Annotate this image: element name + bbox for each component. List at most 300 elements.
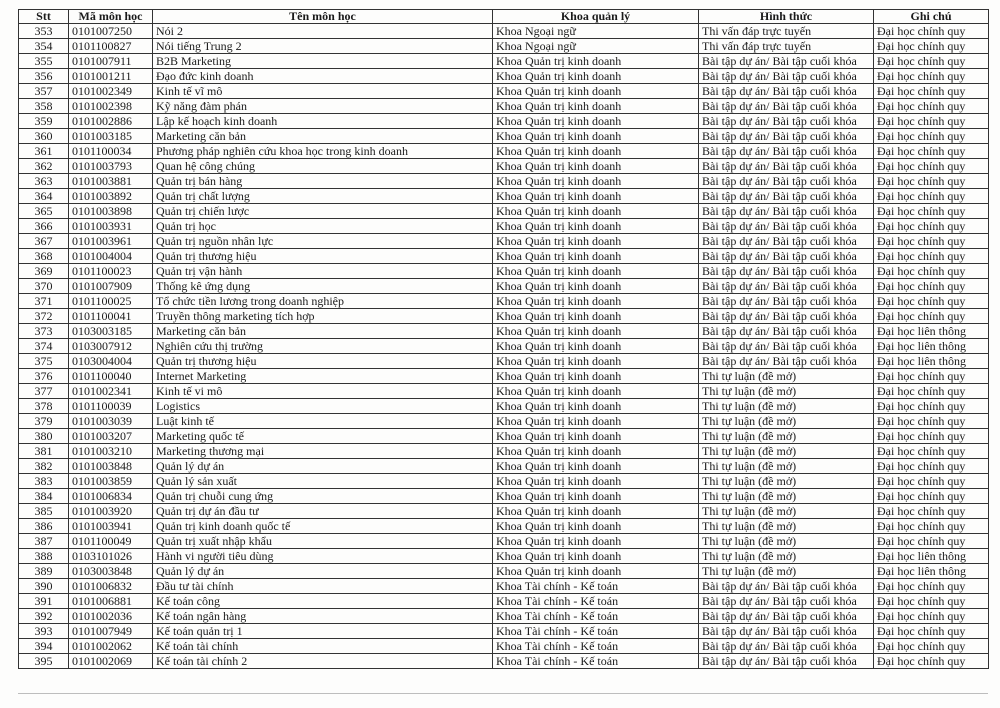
cell-stt: 385 bbox=[19, 504, 69, 519]
cell-stt: 358 bbox=[19, 99, 69, 114]
table-row bbox=[19, 324, 989, 339]
table-row bbox=[19, 189, 989, 204]
cell-course-code: 0101003207 bbox=[69, 429, 153, 444]
table-row bbox=[19, 294, 989, 309]
cell-note: Đại học chính quy bbox=[874, 489, 989, 504]
table-row bbox=[19, 24, 989, 39]
cell-stt: 361 bbox=[19, 144, 69, 159]
table-row bbox=[19, 429, 989, 444]
cell-course-name: B2B Marketing bbox=[153, 54, 493, 69]
cell-managing-faculty: Khoa Quản trị kinh doanh bbox=[493, 84, 699, 99]
cell-course-code: 0101003961 bbox=[69, 234, 153, 249]
cell-managing-faculty: Khoa Quản trị kinh doanh bbox=[493, 279, 699, 294]
cell-course-name: Đầu tư tài chính bbox=[153, 579, 493, 594]
cell-stt: 388 bbox=[19, 549, 69, 564]
cell-course-code: 0101100040 bbox=[69, 369, 153, 384]
cell-course-name: Phương pháp nghiên cứu khoa học trong kinh doanh bbox=[153, 144, 493, 159]
table-row bbox=[19, 624, 989, 639]
cell-note: Đại học chính quy bbox=[874, 24, 989, 39]
cell-course-code: 0101002349 bbox=[69, 84, 153, 99]
cell-course-name: Nói 2 bbox=[153, 24, 493, 39]
cell-course-name: Quản trị nguồn nhân lực bbox=[153, 234, 493, 249]
cell-stt: 365 bbox=[19, 204, 69, 219]
header-course-name: Tên môn học bbox=[153, 10, 493, 24]
cell-course-code: 0101007911 bbox=[69, 54, 153, 69]
cell-managing-faculty: Khoa Quản trị kinh doanh bbox=[493, 504, 699, 519]
cell-course-code: 0101003931 bbox=[69, 219, 153, 234]
cell-note: Đại học chính quy bbox=[874, 609, 989, 624]
table-row bbox=[19, 489, 989, 504]
cell-managing-faculty: Khoa Quản trị kinh doanh bbox=[493, 309, 699, 324]
cell-exam-format: Bài tập dự án/ Bài tập cuối khóa bbox=[699, 69, 874, 84]
cell-stt: 368 bbox=[19, 249, 69, 264]
cell-note: Đại học chính quy bbox=[874, 444, 989, 459]
cell-course-name: Tổ chức tiền lương trong doanh nghiệp bbox=[153, 294, 493, 309]
cell-course-name: Quản trị thương hiệu bbox=[153, 249, 493, 264]
cell-course-name: Luật kinh tế bbox=[153, 414, 493, 429]
cell-exam-format: Thi tự luận (đề mở) bbox=[699, 519, 874, 534]
table-row bbox=[19, 54, 989, 69]
cell-course-code: 0101007909 bbox=[69, 279, 153, 294]
cell-managing-faculty: Khoa Tài chính - Kế toán bbox=[493, 609, 699, 624]
cell-exam-format: Bài tập dự án/ Bài tập cuối khóa bbox=[699, 159, 874, 174]
cell-stt: 380 bbox=[19, 429, 69, 444]
cell-exam-format: Bài tập dự án/ Bài tập cuối khóa bbox=[699, 639, 874, 654]
cell-managing-faculty: Khoa Quản trị kinh doanh bbox=[493, 159, 699, 174]
cell-exam-format: Bài tập dự án/ Bài tập cuối khóa bbox=[699, 354, 874, 369]
table-row bbox=[19, 354, 989, 369]
cell-managing-faculty: Khoa Quản trị kinh doanh bbox=[493, 204, 699, 219]
cell-note: Đại học chính quy bbox=[874, 129, 989, 144]
cell-course-code: 0103003848 bbox=[69, 564, 153, 579]
cell-managing-faculty: Khoa Quản trị kinh doanh bbox=[493, 69, 699, 84]
cell-note: Đại học chính quy bbox=[874, 399, 989, 414]
cell-stt: 364 bbox=[19, 189, 69, 204]
cell-note: Đại học chính quy bbox=[874, 264, 989, 279]
cell-course-name: Quản trị vận hành bbox=[153, 264, 493, 279]
cell-course-code: 0103101026 bbox=[69, 549, 153, 564]
cell-course-code: 0101004004 bbox=[69, 249, 153, 264]
cell-managing-faculty: Khoa Quản trị kinh doanh bbox=[493, 54, 699, 69]
cell-exam-format: Thi tự luận (đề mở) bbox=[699, 504, 874, 519]
cell-stt: 381 bbox=[19, 444, 69, 459]
cell-managing-faculty: Khoa Quản trị kinh doanh bbox=[493, 174, 699, 189]
cell-exam-format: Bài tập dự án/ Bài tập cuối khóa bbox=[699, 309, 874, 324]
table-row bbox=[19, 234, 989, 249]
cell-stt: 382 bbox=[19, 459, 69, 474]
cell-course-code: 0101007250 bbox=[69, 24, 153, 39]
cell-managing-faculty: Khoa Quản trị kinh doanh bbox=[493, 549, 699, 564]
cell-stt: 390 bbox=[19, 579, 69, 594]
cell-course-code: 0101002886 bbox=[69, 114, 153, 129]
cell-exam-format: Bài tập dự án/ Bài tập cuối khóa bbox=[699, 279, 874, 294]
cell-exam-format: Bài tập dự án/ Bài tập cuối khóa bbox=[699, 234, 874, 249]
cell-course-name: Quản lý sản xuất bbox=[153, 474, 493, 489]
cell-stt: 359 bbox=[19, 114, 69, 129]
cell-exam-format: Bài tập dự án/ Bài tập cuối khóa bbox=[699, 144, 874, 159]
cell-stt: 354 bbox=[19, 39, 69, 54]
cell-course-code: 0101002341 bbox=[69, 384, 153, 399]
cell-course-name: Lập kế hoạch kinh doanh bbox=[153, 114, 493, 129]
cell-note: Đại học chính quy bbox=[874, 504, 989, 519]
cell-course-name: Kế toán quản trị 1 bbox=[153, 624, 493, 639]
cell-stt: 362 bbox=[19, 159, 69, 174]
table-row bbox=[19, 534, 989, 549]
cell-exam-format: Thi tự luận (đề mở) bbox=[699, 474, 874, 489]
cell-course-name: Kế toán ngân hàng bbox=[153, 609, 493, 624]
cell-exam-format: Thi tự luận (đề mở) bbox=[699, 429, 874, 444]
cell-note: Đại học chính quy bbox=[874, 519, 989, 534]
cell-note: Đại học chính quy bbox=[874, 114, 989, 129]
cell-course-code: 0101003920 bbox=[69, 504, 153, 519]
cell-managing-faculty: Khoa Quản trị kinh doanh bbox=[493, 564, 699, 579]
cell-stt: 389 bbox=[19, 564, 69, 579]
cell-course-name: Nói tiếng Trung 2 bbox=[153, 39, 493, 54]
cell-course-code: 0101006881 bbox=[69, 594, 153, 609]
cell-course-name: Marketing thương mại bbox=[153, 444, 493, 459]
table-row bbox=[19, 204, 989, 219]
cell-course-code: 0101003859 bbox=[69, 474, 153, 489]
cell-managing-faculty: Khoa Quản trị kinh doanh bbox=[493, 324, 699, 339]
cell-exam-format: Bài tập dự án/ Bài tập cuối khóa bbox=[699, 324, 874, 339]
cell-exam-format: Thi vấn đáp trực tuyến bbox=[699, 24, 874, 39]
cell-managing-faculty: Khoa Quản trị kinh doanh bbox=[493, 144, 699, 159]
cell-course-code: 0101001211 bbox=[69, 69, 153, 84]
table-row bbox=[19, 129, 989, 144]
cell-course-name: Quan hệ công chúng bbox=[153, 159, 493, 174]
cell-stt: 391 bbox=[19, 594, 69, 609]
cell-exam-format: Thi tự luận (đề mở) bbox=[699, 399, 874, 414]
cell-course-name: Kinh tế vi mô bbox=[153, 384, 493, 399]
cell-stt: 370 bbox=[19, 279, 69, 294]
cell-note: Đại học chính quy bbox=[874, 174, 989, 189]
cell-course-name: Kế toán tài chính 2 bbox=[153, 654, 493, 669]
table-row bbox=[19, 474, 989, 489]
table-row bbox=[19, 69, 989, 84]
cell-stt: 355 bbox=[19, 54, 69, 69]
cell-exam-format: Thi tự luận (đề mở) bbox=[699, 489, 874, 504]
cell-course-code: 0101002398 bbox=[69, 99, 153, 114]
cell-stt: 367 bbox=[19, 234, 69, 249]
table-row bbox=[19, 369, 989, 384]
cell-course-name: Quản trị thương hiệu bbox=[153, 354, 493, 369]
cell-course-name: Quản trị chiến lược bbox=[153, 204, 493, 219]
cell-note: Đại học chính quy bbox=[874, 429, 989, 444]
cell-exam-format: Bài tập dự án/ Bài tập cuối khóa bbox=[699, 624, 874, 639]
table-row bbox=[19, 249, 989, 264]
cell-exam-format: Bài tập dự án/ Bài tập cuối khóa bbox=[699, 54, 874, 69]
cell-stt: 353 bbox=[19, 24, 69, 39]
cell-stt: 360 bbox=[19, 129, 69, 144]
cell-course-code: 0101100025 bbox=[69, 294, 153, 309]
cell-note: Đại học liên thông bbox=[874, 549, 989, 564]
cell-stt: 386 bbox=[19, 519, 69, 534]
cell-note: Đại học chính quy bbox=[874, 474, 989, 489]
cell-course-name: Quản trị kinh doanh quốc tế bbox=[153, 519, 493, 534]
cell-exam-format: Bài tập dự án/ Bài tập cuối khóa bbox=[699, 114, 874, 129]
cell-stt: 378 bbox=[19, 399, 69, 414]
cell-course-code: 0101002036 bbox=[69, 609, 153, 624]
cell-managing-faculty: Khoa Quản trị kinh doanh bbox=[493, 339, 699, 354]
table-row bbox=[19, 114, 989, 129]
cell-note: Đại học chính quy bbox=[874, 84, 989, 99]
cell-stt: 356 bbox=[19, 69, 69, 84]
cell-course-code: 0101100023 bbox=[69, 264, 153, 279]
cell-note: Đại học chính quy bbox=[874, 459, 989, 474]
cell-course-code: 0101100827 bbox=[69, 39, 153, 54]
cell-managing-faculty: Khoa Ngoại ngữ bbox=[493, 39, 699, 54]
cell-course-name: Marketing căn bản bbox=[153, 324, 493, 339]
cell-managing-faculty: Khoa Quản trị kinh doanh bbox=[493, 444, 699, 459]
cell-stt: 387 bbox=[19, 534, 69, 549]
cell-note: Đại học liên thông bbox=[874, 564, 989, 579]
table-row bbox=[19, 549, 989, 564]
cell-course-code: 0103003185 bbox=[69, 324, 153, 339]
cell-stt: 372 bbox=[19, 309, 69, 324]
cell-course-name: Hành vi người tiêu dùng bbox=[153, 549, 493, 564]
cell-managing-faculty: Khoa Quản trị kinh doanh bbox=[493, 534, 699, 549]
cell-managing-faculty: Khoa Quản trị kinh doanh bbox=[493, 234, 699, 249]
cell-exam-format: Bài tập dự án/ Bài tập cuối khóa bbox=[699, 609, 874, 624]
cell-note: Đại học chính quy bbox=[874, 99, 989, 114]
cell-note: Đại học chính quy bbox=[874, 414, 989, 429]
cell-note: Đại học chính quy bbox=[874, 594, 989, 609]
cell-note: Đại học chính quy bbox=[874, 309, 989, 324]
cell-course-code: 0101003898 bbox=[69, 204, 153, 219]
cell-stt: 373 bbox=[19, 324, 69, 339]
cell-managing-faculty: Khoa Quản trị kinh doanh bbox=[493, 99, 699, 114]
table-row bbox=[19, 99, 989, 114]
cell-note: Đại học chính quy bbox=[874, 39, 989, 54]
cell-course-code: 0103004004 bbox=[69, 354, 153, 369]
cell-note: Đại học chính quy bbox=[874, 579, 989, 594]
cell-managing-faculty: Khoa Ngoại ngữ bbox=[493, 24, 699, 39]
table-row bbox=[19, 309, 989, 324]
cell-note: Đại học chính quy bbox=[874, 294, 989, 309]
cell-exam-format: Thi tự luận (đề mở) bbox=[699, 459, 874, 474]
table-row bbox=[19, 384, 989, 399]
cell-exam-format: Bài tập dự án/ Bài tập cuối khóa bbox=[699, 174, 874, 189]
cell-note: Đại học chính quy bbox=[874, 234, 989, 249]
cell-stt: 375 bbox=[19, 354, 69, 369]
cell-stt: 374 bbox=[19, 339, 69, 354]
cell-exam-format: Bài tập dự án/ Bài tập cuối khóa bbox=[699, 654, 874, 669]
page-bottom-rule bbox=[18, 693, 988, 694]
cell-managing-faculty: Khoa Quản trị kinh doanh bbox=[493, 474, 699, 489]
cell-exam-format: Bài tập dự án/ Bài tập cuối khóa bbox=[699, 204, 874, 219]
table-header-row bbox=[19, 10, 989, 24]
cell-exam-format: Bài tập dự án/ Bài tập cuối khóa bbox=[699, 99, 874, 114]
cell-stt: 392 bbox=[19, 609, 69, 624]
cell-course-name: Quản trị chất lượng bbox=[153, 189, 493, 204]
table-row bbox=[19, 414, 989, 429]
cell-course-name: Quản lý dự án bbox=[153, 459, 493, 474]
cell-managing-faculty: Khoa Quản trị kinh doanh bbox=[493, 429, 699, 444]
cell-exam-format: Thi tự luận (đề mở) bbox=[699, 384, 874, 399]
table-row bbox=[19, 459, 989, 474]
cell-stt: 394 bbox=[19, 639, 69, 654]
table-row bbox=[19, 639, 989, 654]
cell-note: Đại học liên thông bbox=[874, 354, 989, 369]
cell-managing-faculty: Khoa Quản trị kinh doanh bbox=[493, 189, 699, 204]
cell-note: Đại học chính quy bbox=[874, 159, 989, 174]
cell-exam-format: Thi tự luận (đề mở) bbox=[699, 549, 874, 564]
cell-course-name: Đạo đức kinh doanh bbox=[153, 69, 493, 84]
cell-note: Đại học chính quy bbox=[874, 279, 989, 294]
cell-exam-format: Thi tự luận (đề mở) bbox=[699, 414, 874, 429]
cell-exam-format: Bài tập dự án/ Bài tập cuối khóa bbox=[699, 294, 874, 309]
cell-exam-format: Bài tập dự án/ Bài tập cuối khóa bbox=[699, 129, 874, 144]
cell-managing-faculty: Khoa Quản trị kinh doanh bbox=[493, 489, 699, 504]
cell-course-name: Kế toán công bbox=[153, 594, 493, 609]
cell-stt: 363 bbox=[19, 174, 69, 189]
header-course-code: Mã môn học bbox=[69, 10, 153, 24]
cell-stt: 383 bbox=[19, 474, 69, 489]
cell-course-code: 0101100041 bbox=[69, 309, 153, 324]
cell-note: Đại học chính quy bbox=[874, 639, 989, 654]
table-row bbox=[19, 339, 989, 354]
cell-course-name: Quản trị bán hàng bbox=[153, 174, 493, 189]
cell-note: Đại học liên thông bbox=[874, 339, 989, 354]
cell-stt: 357 bbox=[19, 84, 69, 99]
cell-note: Đại học chính quy bbox=[874, 249, 989, 264]
table-row bbox=[19, 399, 989, 414]
cell-course-name: Quản trị học bbox=[153, 219, 493, 234]
cell-stt: 377 bbox=[19, 384, 69, 399]
cell-course-name: Marketing căn bản bbox=[153, 129, 493, 144]
cell-course-code: 0101002062 bbox=[69, 639, 153, 654]
cell-course-code: 0101003892 bbox=[69, 189, 153, 204]
cell-course-code: 0101100034 bbox=[69, 144, 153, 159]
cell-stt: 366 bbox=[19, 219, 69, 234]
cell-note: Đại học chính quy bbox=[874, 144, 989, 159]
cell-stt: 395 bbox=[19, 654, 69, 669]
table-row bbox=[19, 174, 989, 189]
table-row bbox=[19, 444, 989, 459]
cell-course-code: 0101006832 bbox=[69, 579, 153, 594]
cell-stt: 376 bbox=[19, 369, 69, 384]
cell-exam-format: Bài tập dự án/ Bài tập cuối khóa bbox=[699, 594, 874, 609]
cell-managing-faculty: Khoa Tài chính - Kế toán bbox=[493, 624, 699, 639]
cell-exam-format: Thi tự luận (đề mở) bbox=[699, 564, 874, 579]
cell-managing-faculty: Khoa Quản trị kinh doanh bbox=[493, 249, 699, 264]
cell-course-code: 0101003848 bbox=[69, 459, 153, 474]
cell-managing-faculty: Khoa Tài chính - Kế toán bbox=[493, 594, 699, 609]
cell-course-name: Quản lý dự án bbox=[153, 564, 493, 579]
table-row bbox=[19, 504, 989, 519]
cell-course-code: 0103007912 bbox=[69, 339, 153, 354]
cell-note: Đại học chính quy bbox=[874, 204, 989, 219]
cell-stt: 379 bbox=[19, 414, 69, 429]
cell-course-name: Quản trị xuất nhập khẩu bbox=[153, 534, 493, 549]
table-row bbox=[19, 564, 989, 579]
cell-course-name: Quản trị chuỗi cung ứng bbox=[153, 489, 493, 504]
cell-managing-faculty: Khoa Quản trị kinh doanh bbox=[493, 264, 699, 279]
cell-note: Đại học chính quy bbox=[874, 654, 989, 669]
cell-course-name: Kinh tế vĩ mô bbox=[153, 84, 493, 99]
cell-managing-faculty: Khoa Tài chính - Kế toán bbox=[493, 579, 699, 594]
cell-exam-format: Bài tập dự án/ Bài tập cuối khóa bbox=[699, 264, 874, 279]
cell-course-name: Logistics bbox=[153, 399, 493, 414]
cell-managing-faculty: Khoa Quản trị kinh doanh bbox=[493, 414, 699, 429]
table-row bbox=[19, 84, 989, 99]
table-row bbox=[19, 159, 989, 174]
cell-note: Đại học chính quy bbox=[874, 189, 989, 204]
header-managing-faculty: Khoa quản lý bbox=[493, 10, 699, 24]
cell-exam-format: Bài tập dự án/ Bài tập cuối khóa bbox=[699, 189, 874, 204]
cell-note: Đại học chính quy bbox=[874, 369, 989, 384]
cell-managing-faculty: Khoa Quản trị kinh doanh bbox=[493, 369, 699, 384]
cell-course-code: 0101007949 bbox=[69, 624, 153, 639]
cell-course-code: 0101002069 bbox=[69, 654, 153, 669]
cell-course-code: 0101003793 bbox=[69, 159, 153, 174]
cell-course-name: Nghiên cứu thị trường bbox=[153, 339, 493, 354]
cell-exam-format: Bài tập dự án/ Bài tập cuối khóa bbox=[699, 249, 874, 264]
cell-managing-faculty: Khoa Quản trị kinh doanh bbox=[493, 399, 699, 414]
header-note: Ghi chú bbox=[874, 10, 989, 24]
table-row bbox=[19, 654, 989, 669]
cell-managing-faculty: Khoa Tài chính - Kế toán bbox=[493, 654, 699, 669]
cell-exam-format: Thi tự luận (đề mở) bbox=[699, 444, 874, 459]
cell-course-name: Kế toán tài chính bbox=[153, 639, 493, 654]
cell-managing-faculty: Khoa Quản trị kinh doanh bbox=[493, 459, 699, 474]
cell-managing-faculty: Khoa Quản trị kinh doanh bbox=[493, 129, 699, 144]
cell-managing-faculty: Khoa Quản trị kinh doanh bbox=[493, 294, 699, 309]
cell-course-name: Kỹ năng đàm phán bbox=[153, 99, 493, 114]
table-row bbox=[19, 519, 989, 534]
table-row bbox=[19, 579, 989, 594]
header-stt: Stt bbox=[19, 10, 69, 24]
cell-note: Đại học chính quy bbox=[874, 624, 989, 639]
table-row bbox=[19, 594, 989, 609]
table-row bbox=[19, 264, 989, 279]
cell-managing-faculty: Khoa Quản trị kinh doanh bbox=[493, 354, 699, 369]
cell-note: Đại học chính quy bbox=[874, 54, 989, 69]
table-row bbox=[19, 279, 989, 294]
table-row bbox=[19, 609, 989, 624]
table-row bbox=[19, 219, 989, 234]
table-row bbox=[19, 39, 989, 54]
cell-note: Đại học liên thông bbox=[874, 324, 989, 339]
cell-managing-faculty: Khoa Tài chính - Kế toán bbox=[493, 639, 699, 654]
cell-course-code: 0101003881 bbox=[69, 174, 153, 189]
cell-exam-format: Thi tự luận (đề mở) bbox=[699, 369, 874, 384]
cell-exam-format: Thi tự luận (đề mở) bbox=[699, 534, 874, 549]
cell-stt: 369 bbox=[19, 264, 69, 279]
cell-exam-format: Bài tập dự án/ Bài tập cuối khóa bbox=[699, 84, 874, 99]
cell-note: Đại học chính quy bbox=[874, 69, 989, 84]
cell-course-name: Quản trị dự án đầu tư bbox=[153, 504, 493, 519]
cell-course-name: Thống kê ứng dụng bbox=[153, 279, 493, 294]
cell-managing-faculty: Khoa Quản trị kinh doanh bbox=[493, 219, 699, 234]
table-row bbox=[19, 144, 989, 159]
cell-note: Đại học chính quy bbox=[874, 384, 989, 399]
course-table bbox=[18, 9, 989, 669]
cell-stt: 371 bbox=[19, 294, 69, 309]
cell-course-code: 0101003039 bbox=[69, 414, 153, 429]
cell-note: Đại học chính quy bbox=[874, 534, 989, 549]
cell-managing-faculty: Khoa Quản trị kinh doanh bbox=[493, 384, 699, 399]
cell-exam-format: Bài tập dự án/ Bài tập cuối khóa bbox=[699, 219, 874, 234]
cell-stt: 393 bbox=[19, 624, 69, 639]
cell-course-code: 0101003210 bbox=[69, 444, 153, 459]
cell-exam-format: Bài tập dự án/ Bài tập cuối khóa bbox=[699, 579, 874, 594]
cell-course-code: 0101100049 bbox=[69, 534, 153, 549]
cell-stt: 384 bbox=[19, 489, 69, 504]
cell-course-code: 0101003941 bbox=[69, 519, 153, 534]
cell-course-name: Marketing quốc tế bbox=[153, 429, 493, 444]
cell-exam-format: Bài tập dự án/ Bài tập cuối khóa bbox=[699, 339, 874, 354]
